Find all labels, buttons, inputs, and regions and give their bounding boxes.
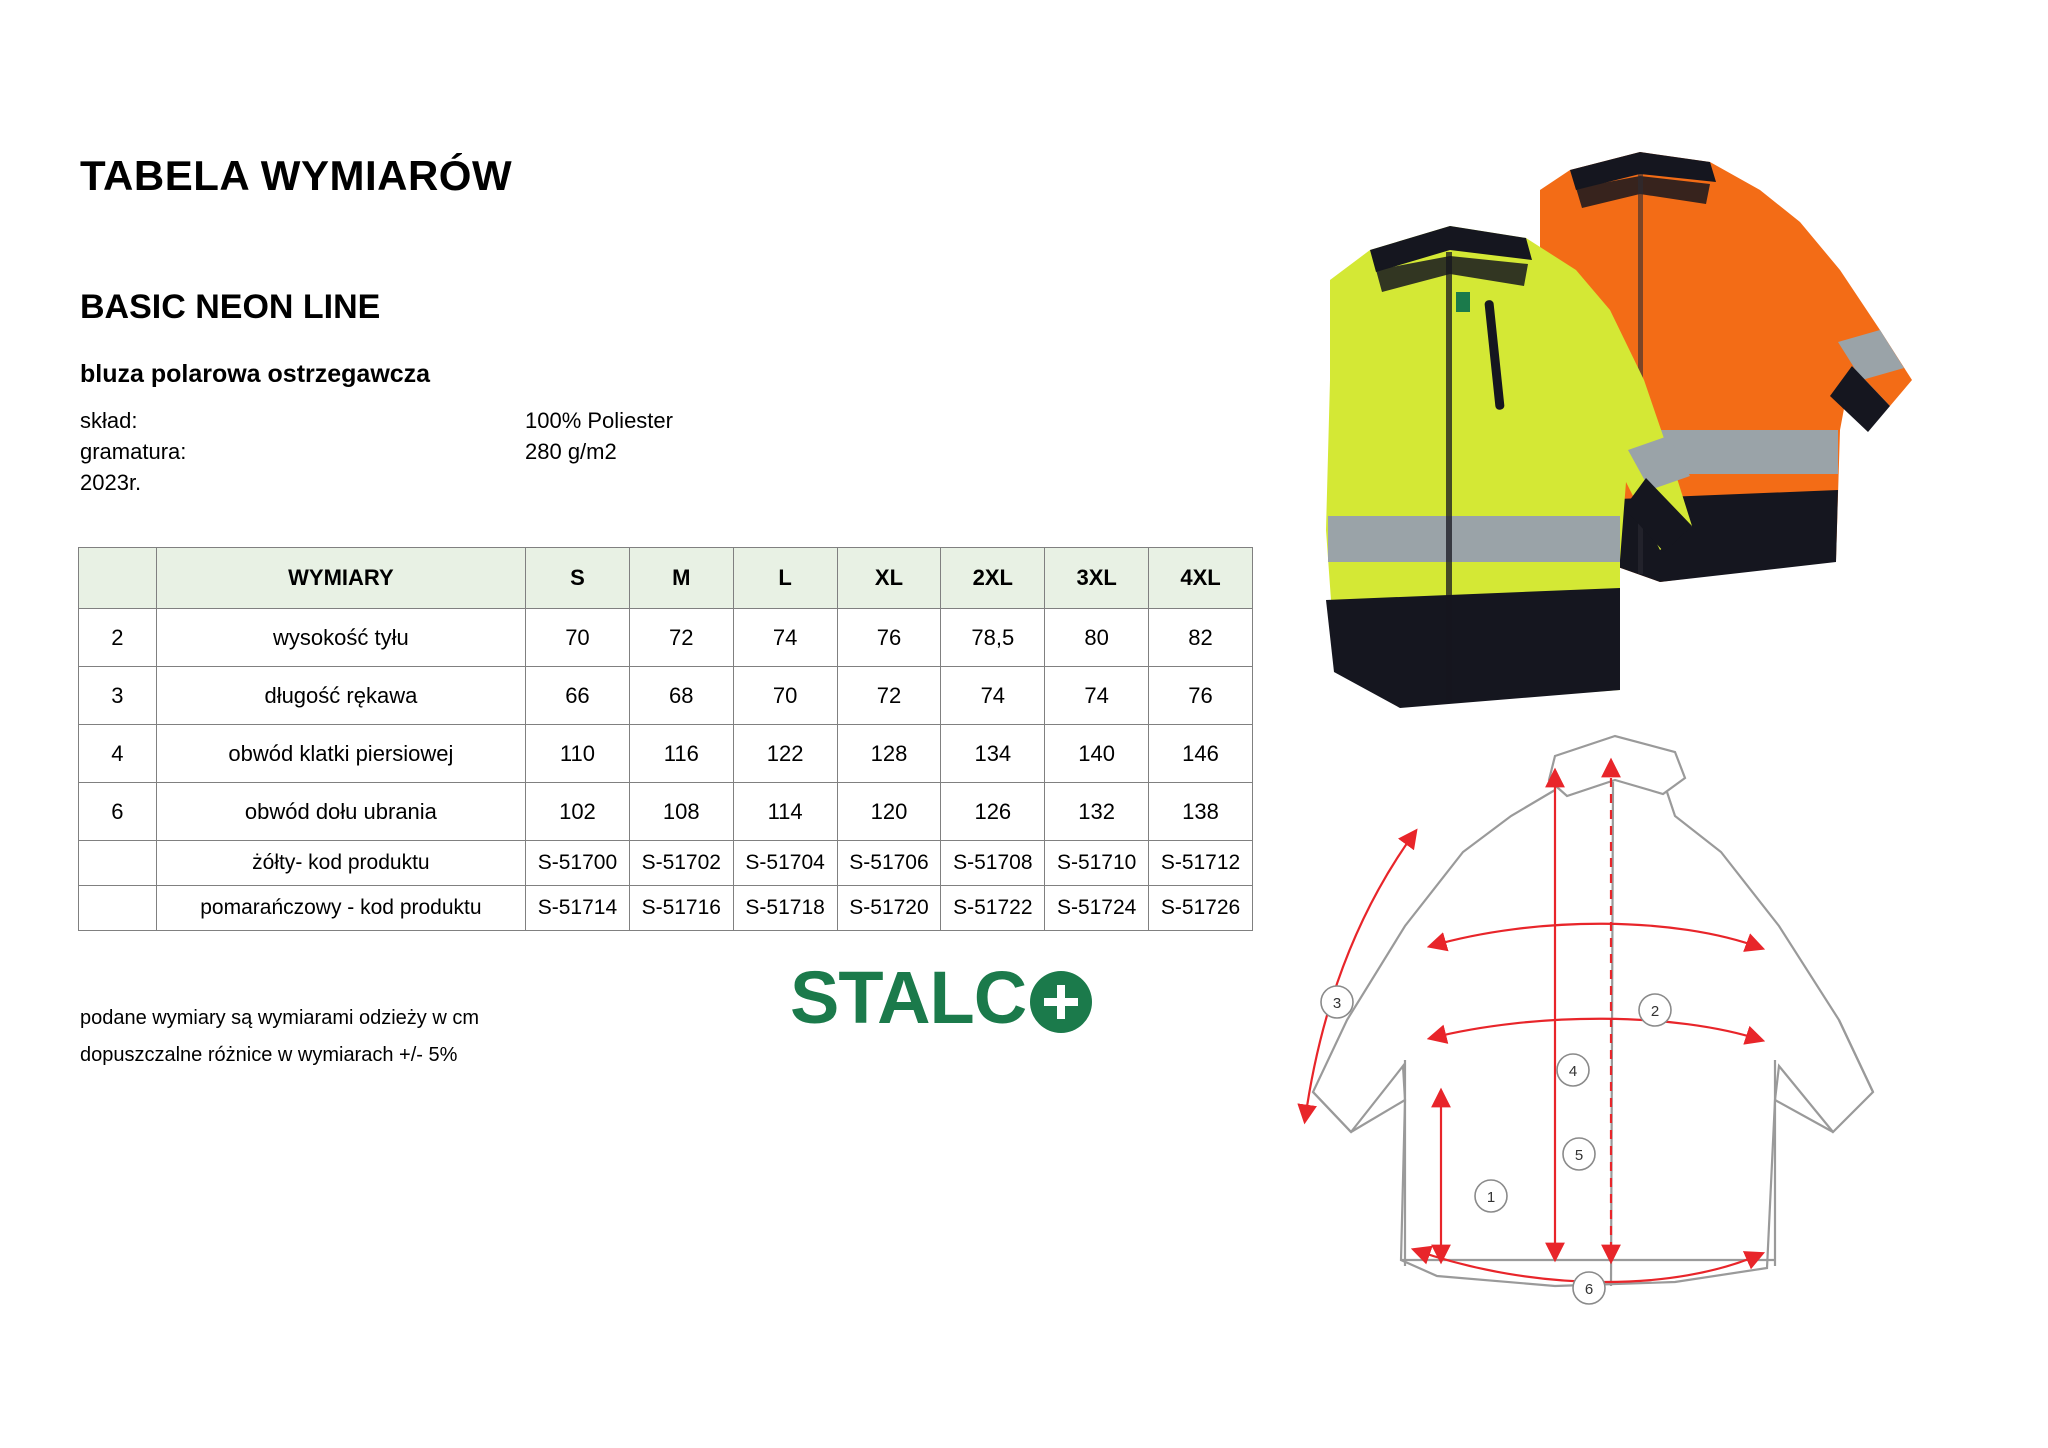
cell-value: S-51708 <box>941 841 1045 886</box>
cell-value: 126 <box>941 783 1045 841</box>
table-header-cell-3xl: 3XL <box>1045 548 1149 609</box>
table-row <box>79 725 1253 783</box>
table-header-cell-wymiary: WYMIARY <box>156 548 525 609</box>
cell-value: 68 <box>629 667 733 725</box>
row-label: długość rękawa <box>156 667 525 725</box>
cell-value: 78,5 <box>941 609 1045 667</box>
table-row <box>79 841 1253 886</box>
cell-value: S-51704 <box>733 841 837 886</box>
table-row <box>79 667 1253 725</box>
cell-value: 70 <box>733 667 837 725</box>
table-header-cell-4xl: 4XL <box>1149 548 1253 609</box>
cell-value: 128 <box>837 725 941 783</box>
jacket-outline <box>1313 736 1873 1286</box>
spec-key: skład: <box>80 408 138 433</box>
cell-value: 66 <box>526 667 630 725</box>
cell-value: 82 <box>1149 609 1253 667</box>
cell-value: S-51714 <box>526 886 630 931</box>
cell-value: S-51702 <box>629 841 733 886</box>
cell-value: 134 <box>941 725 1045 783</box>
cell-value: S-51726 <box>1149 886 1253 931</box>
spec-row <box>80 405 673 436</box>
cell-value: 72 <box>837 667 941 725</box>
cell-value: S-51710 <box>1045 841 1149 886</box>
table-header-cell-s: S <box>526 548 630 609</box>
spec-key: 2023r. <box>80 470 142 496</box>
cell-value: S-51718 <box>733 886 837 931</box>
callout-4: 4 <box>1568 1063 1578 1080</box>
measurement-diagram <box>1255 720 1995 1380</box>
dimensions-table-wrapper <box>78 547 1253 931</box>
row-number: 3 <box>79 667 157 725</box>
row-label: pomarańczowy - kod produktu <box>156 886 525 931</box>
cell-value: S-51700 <box>526 841 630 886</box>
callout-6: 6 <box>1584 1281 1594 1298</box>
product-name: bluza polarowa ostrzegawcza <box>80 360 431 388</box>
table-header-row <box>79 548 1253 609</box>
cell-value: S-51720 <box>837 886 941 931</box>
row-label: obwód dołu ubrania <box>156 783 525 841</box>
row-number: 4 <box>79 725 157 783</box>
row-number: 6 <box>79 783 157 841</box>
cell-value: 102 <box>526 783 630 841</box>
cell-value: 132 <box>1045 783 1149 841</box>
cell-value: 122 <box>733 725 837 783</box>
measurement-diagram-svg <box>1255 720 1995 1380</box>
page-title: TABELA WYMIARÓW <box>80 152 513 199</box>
footnotes <box>80 1000 479 1074</box>
product-line-name: BASIC NEON LINE <box>80 288 381 326</box>
cell-value: 110 <box>526 725 630 783</box>
table-header-cell-xl: XL <box>837 548 941 609</box>
callouts <box>1321 986 1671 1304</box>
cell-value: S-51712 <box>1149 841 1253 886</box>
row-label: żółty- kod produktu <box>156 841 525 886</box>
cell-value: 76 <box>837 609 941 667</box>
cell-value: 72 <box>629 609 733 667</box>
callout-2: 2 <box>1650 1003 1660 1020</box>
product-specs <box>80 405 673 499</box>
cell-value: S-51722 <box>941 886 1045 931</box>
cell-value: 74 <box>733 609 837 667</box>
table-row <box>79 886 1253 931</box>
footnote-line: podane wymiary są wymiarami odzieży w cm <box>80 1007 480 1029</box>
table-row <box>79 783 1253 841</box>
cell-value: 146 <box>1149 725 1253 783</box>
spec-row <box>80 436 673 467</box>
row-label: wysokość tyłu <box>156 609 525 667</box>
cell-value: 120 <box>837 783 941 841</box>
cell-value: 74 <box>1045 667 1149 725</box>
cell-value: S-51716 <box>629 886 733 931</box>
spec-key: gramatura: <box>80 439 187 465</box>
table-header-cell-l: L <box>733 548 837 609</box>
cell-value: 76 <box>1149 667 1253 725</box>
table-row <box>79 609 1253 667</box>
row-number <box>79 886 157 931</box>
spec-value: 280 g/m2 <box>525 439 617 465</box>
measure-arrows <box>1305 762 1761 1282</box>
cell-value: 116 <box>629 725 733 783</box>
row-number: 2 <box>79 609 157 667</box>
table-header-cell-index <box>79 548 157 609</box>
cell-value: 74 <box>941 667 1045 725</box>
cell-value: S-51706 <box>837 841 941 886</box>
cell-value: S-51724 <box>1045 886 1149 931</box>
cell-value: 70 <box>526 609 630 667</box>
callout-1: 1 <box>1486 1189 1496 1206</box>
footnote-line: dopuszczalne różnice w wymiarach +/- 5% <box>80 1044 458 1066</box>
cell-value: 138 <box>1149 783 1253 841</box>
product-photo <box>1240 130 2000 730</box>
cell-value: 140 <box>1045 725 1149 783</box>
callout-3: 3 <box>1332 995 1342 1012</box>
logo-text: STALC <box>790 956 1027 1039</box>
plus-circle-icon <box>1030 971 1092 1033</box>
row-label: obwód klatki piersiowej <box>156 725 525 783</box>
cell-value: 114 <box>733 783 837 841</box>
spec-row <box>80 467 673 498</box>
stalco-logo <box>790 955 1092 1040</box>
row-number <box>79 841 157 886</box>
callout-5: 5 <box>1574 1147 1584 1164</box>
cell-value: 108 <box>629 783 733 841</box>
cell-value: 80 <box>1045 609 1149 667</box>
table-header-cell-2xl: 2XL <box>941 548 1045 609</box>
spec-value: 100% Poliester <box>525 408 673 433</box>
table-header-cell-m: M <box>629 548 733 609</box>
dimensions-table <box>78 547 1253 931</box>
jacket-photo-svg <box>1240 130 2000 730</box>
